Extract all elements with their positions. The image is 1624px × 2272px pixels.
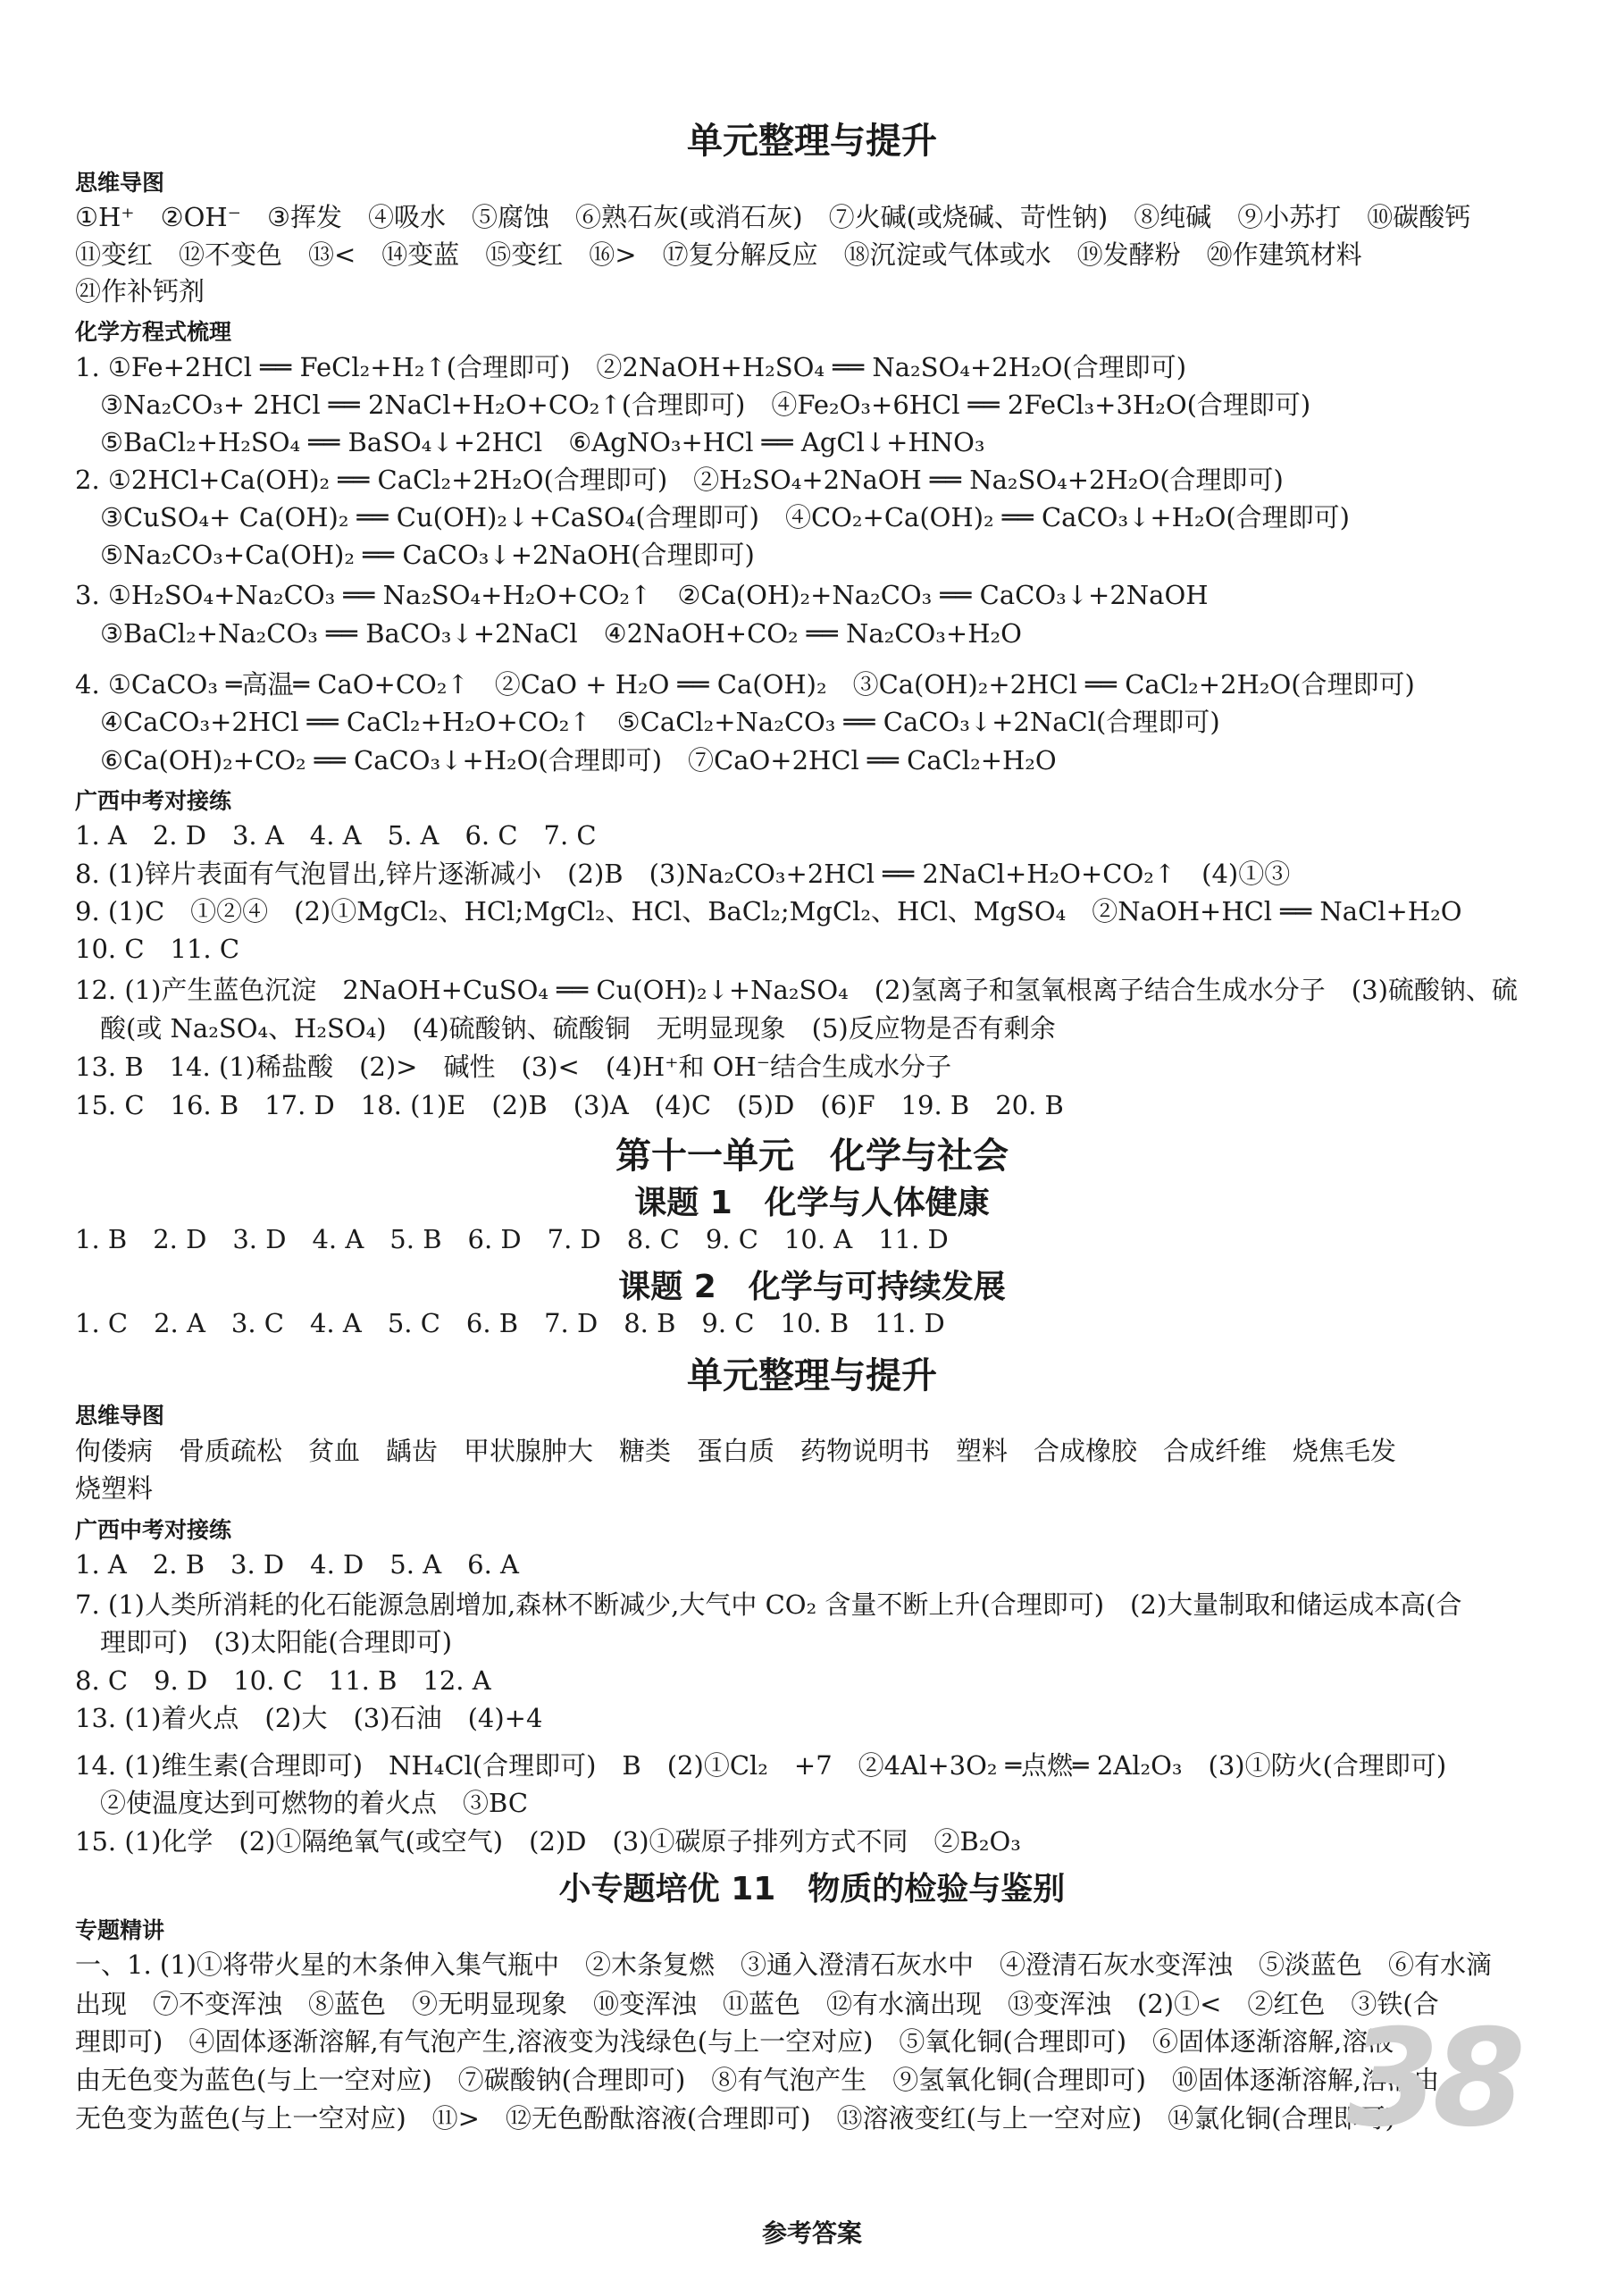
text-line: 1. B 2. D 3. D 4. A 5. B 6. D 7. D 8. C 9. C 10. A 11. D xyxy=(75,1224,949,1254)
text-line: 15. C 16. B 17. D 18. (1)E (2)B (3)A (4)C (5)D (6)F 19. B 20. B xyxy=(75,1090,1064,1120)
text-line: 2. ①2HCl+Ca(OH)₂ ══ CaCl₂+2H₂O(合理即可) ②H₂SO₄+2NaOH ══ Na₂SO₄+2H₂O(合理即可) xyxy=(75,465,1284,495)
text-line: ⑤BaCl₂+H₂SO₄ ══ BaSO₄↓+2HCl ⑥AgNO₃+HCl ══ AgCl↓+HNO₃ xyxy=(100,427,985,457)
text-line: 9. (1)C ①②④ (2)①MgCl₂、HCl;MgCl₂、HCl、BaCl₂;MgCl₂、HCl、MgSO₄ ②NaOH+HCl ══ NaCl+H₂O xyxy=(75,896,1462,926)
topic-title: 小专题培优 11 物质的检验与鉴别 xyxy=(558,1871,1066,1907)
text-line: 8. (1)锌片表面有气泡冒出,锌片逐渐减小 (2)B (3)Na₂CO₃+2HCl ══ 2NaCl+H₂O+CO₂↑ (4)①③ xyxy=(75,859,1291,889)
heading-practice: 广西中考对接练 xyxy=(75,1517,232,1543)
text-line: 13. B 14. (1)稀盐酸 (2)> 碱性 (3)< (4)H⁺和 OH⁻结合生成水分子 xyxy=(75,1052,952,1082)
text-line: 1. ①Fe+2HCl ══ FeCl₂+H₂↑(合理即可) ②2NaOH+H₂SO₄ ══ Na₂SO₄+2H₂O(合理即可) xyxy=(75,352,1187,382)
text-line: 烧塑料 xyxy=(75,1473,154,1504)
text-line: 14. (1)维生素(合理即可) NH₄Cl(合理即可) B (2)①Cl₂ +7 ②4Al+3O₂ ═点燃═ 2Al₂O₃ (3)①防火(合理即可) xyxy=(75,1750,1447,1781)
text-line: 一、1. (1)①将带火星的木条伸入集气瓶中 ②木条复燃 ③通入澄清石灰水中 ④澄清石灰水变浑浊 ⑤淡蓝色 ⑥有水滴 xyxy=(75,1949,1492,1980)
text-line: 出现 ⑦不变浑浊 ⑧蓝色 ⑨无明显现象 ⑩变浑浊 ⑪蓝色 ⑫有水滴出现 ⑬变浑浊 (2)①< ②红色 ③铁(合 xyxy=(75,1989,1439,2019)
footer: 参考答案 xyxy=(761,2218,862,2248)
text-line: 1. C 2. A 3. C 4. A 5. C 6. B 7. D 8. B 9. C 10. B 11. D xyxy=(75,1308,945,1338)
text-line: ③BaCl₂+Na₂CO₃ ══ BaCO₃↓+2NaCl ④2NaOH+CO₂ ══ Na₂CO₃+H₂O xyxy=(100,618,1022,649)
lesson-title: 课题 1 化学与人体健康 xyxy=(634,1185,990,1221)
text-line: 12. (1)产生蓝色沉淀 2NaOH+CuSO₄ ══ Cu(OH)₂↓+Na₂SO₄ (2)氢离子和氢氧根离子结合生成水分子 (3)硫酸钠、硫 xyxy=(75,975,1518,1005)
lesson-title: 课题 2 化学与可持续发展 xyxy=(618,1269,1006,1305)
text-line: 由无色变为蓝色(与上一空对应) ⑦碳酸钠(合理即可) ⑧有气泡产生 ⑨氢氧化铜(合理即可) ⑩固体逐渐溶解,溶液由 xyxy=(75,2065,1440,2095)
text-line: 理即可) ④固体逐渐溶解,有气泡产生,溶液变为浅绿色(与上一空对应) ⑤氧化铜(合理即可) ⑥固体逐渐溶解,溶液 xyxy=(75,2026,1394,2057)
page-number: 38 xyxy=(1346,2001,1519,2157)
heading-mindmap: 思维导图 xyxy=(75,1403,165,1429)
section-title: 单元整理与提升 xyxy=(687,1355,937,1396)
text-line: 酸(或 Na₂SO₄、H₂SO₄) (4)硫酸钠、硫酸铜 无明显现象 (5)反应物是否有剩余 xyxy=(100,1013,1056,1044)
text-line: ②使温度达到可燃物的着火点 ③BC xyxy=(100,1788,529,1818)
text-line: ㉑作补钙剂 xyxy=(75,276,205,306)
text-line: ⑤Na₂CO₃+Ca(OH)₂ ══ CaCO₃↓+2NaOH(合理即可) xyxy=(100,540,755,570)
text-line: ④CaCO₃+2HCl ══ CaCl₂+H₂O+CO₂↑ ⑤CaCl₂+Na₂CO₃ ══ CaCO₃↓+2NaCl(合理即可) xyxy=(100,707,1220,737)
text-line: 13. (1)着火点 (2)大 (3)石油 (4)+4 xyxy=(75,1703,543,1733)
heading-practice: 广西中考对接练 xyxy=(75,788,232,814)
text-line: 15. (1)化学 (2)①隔绝氧气(或空气) (2)D (3)①碳原子排列方式不同 ②B₂O₃ xyxy=(75,1826,1021,1857)
text-line: 理即可) (3)太阳能(合理即可) xyxy=(100,1627,453,1657)
text-line: 7. (1)人类所消耗的化石能源急剧增加,森林不断减少,大气中 CO₂ 含量不断上升(合理即可) (2)大量制取和储运成本高(合 xyxy=(75,1589,1462,1620)
text-line: 4. ①CaCO₃ ═高温═ CaO+CO₂↑ ②CaO + H₂O ══ Ca(OH)₂ ③Ca(OH)₂+2HCl ══ CaCl₂+2H₂O(合理即可) xyxy=(75,669,1415,700)
heading-mindmap: 思维导图 xyxy=(75,170,165,196)
text-line: 1. A 2. D 3. A 4. A 5. A 6. C 7. C xyxy=(75,820,597,851)
unit-title: 第十一单元 化学与社会 xyxy=(615,1136,1009,1177)
section-title: 单元整理与提升 xyxy=(687,121,937,162)
text-line: 佝偻病 骨质疏松 贫血 龋齿 甲状腺肿大 糖类 蛋白质 药物说明书 塑料 合成橡胶 合成纤维 烧焦毛发 xyxy=(75,1436,1397,1466)
text-line: 1. A 2. B 3. D 4. D 5. A 6. A xyxy=(75,1549,519,1580)
text-line: ①H⁺ ②OH⁻ ③挥发 ④吸水 ⑤腐蚀 ⑥熟石灰(或消石灰) ⑦火碱(或烧碱、苛性钠) ⑧纯碱 ⑨小苏打 ⑩碳酸钙 xyxy=(75,202,1471,232)
text-line: 3. ①H₂SO₄+Na₂CO₃ ══ Na₂SO₄+H₂O+CO₂↑ ②Ca(OH)₂+Na₂CO₃ ══ CaCO₃↓+2NaOH xyxy=(75,580,1209,610)
text-line: ③CuSO₄+ Ca(OH)₂ ══ Cu(OH)₂↓+CaSO₄(合理即可) ④CO₂+Ca(OH)₂ ══ CaCO₃↓+H₂O(合理即可) xyxy=(100,502,1350,532)
text-line: 8. C 9. D 10. C 11. B 12. A xyxy=(75,1665,491,1696)
text-line: ⑪变红 ⑫不变色 ⑬< ⑭变蓝 ⑮变红 ⑯> ⑰复分解反应 ⑱沉淀或气体或水 ⑲发酵粉 ⑳作建筑材料 xyxy=(75,239,1362,270)
text-line: ③Na₂CO₃+ 2HCl ══ 2NaCl+H₂O+CO₂↑(合理即可) ④Fe₂O₃+6HCl ══ 2FeCl₃+3H₂O(合理即可) xyxy=(100,390,1311,420)
text-line: 10. C 11. C xyxy=(75,934,240,964)
heading-equations: 化学方程式梳理 xyxy=(75,319,232,345)
text-line: ⑥Ca(OH)₂+CO₂ ══ CaCO₃↓+H₂O(合理即可) ⑦CaO+2HCl ══ CaCl₂+H₂O xyxy=(100,745,1057,775)
text-line: 无色变为蓝色(与上一空对应) ⑪> ⑫无色酚酞溶液(合理即可) ⑬溶液变红(与上一空对应) ⑭氯化铜(合理即可) xyxy=(75,2103,1395,2134)
heading-topic: 专题精讲 xyxy=(75,1917,165,1943)
